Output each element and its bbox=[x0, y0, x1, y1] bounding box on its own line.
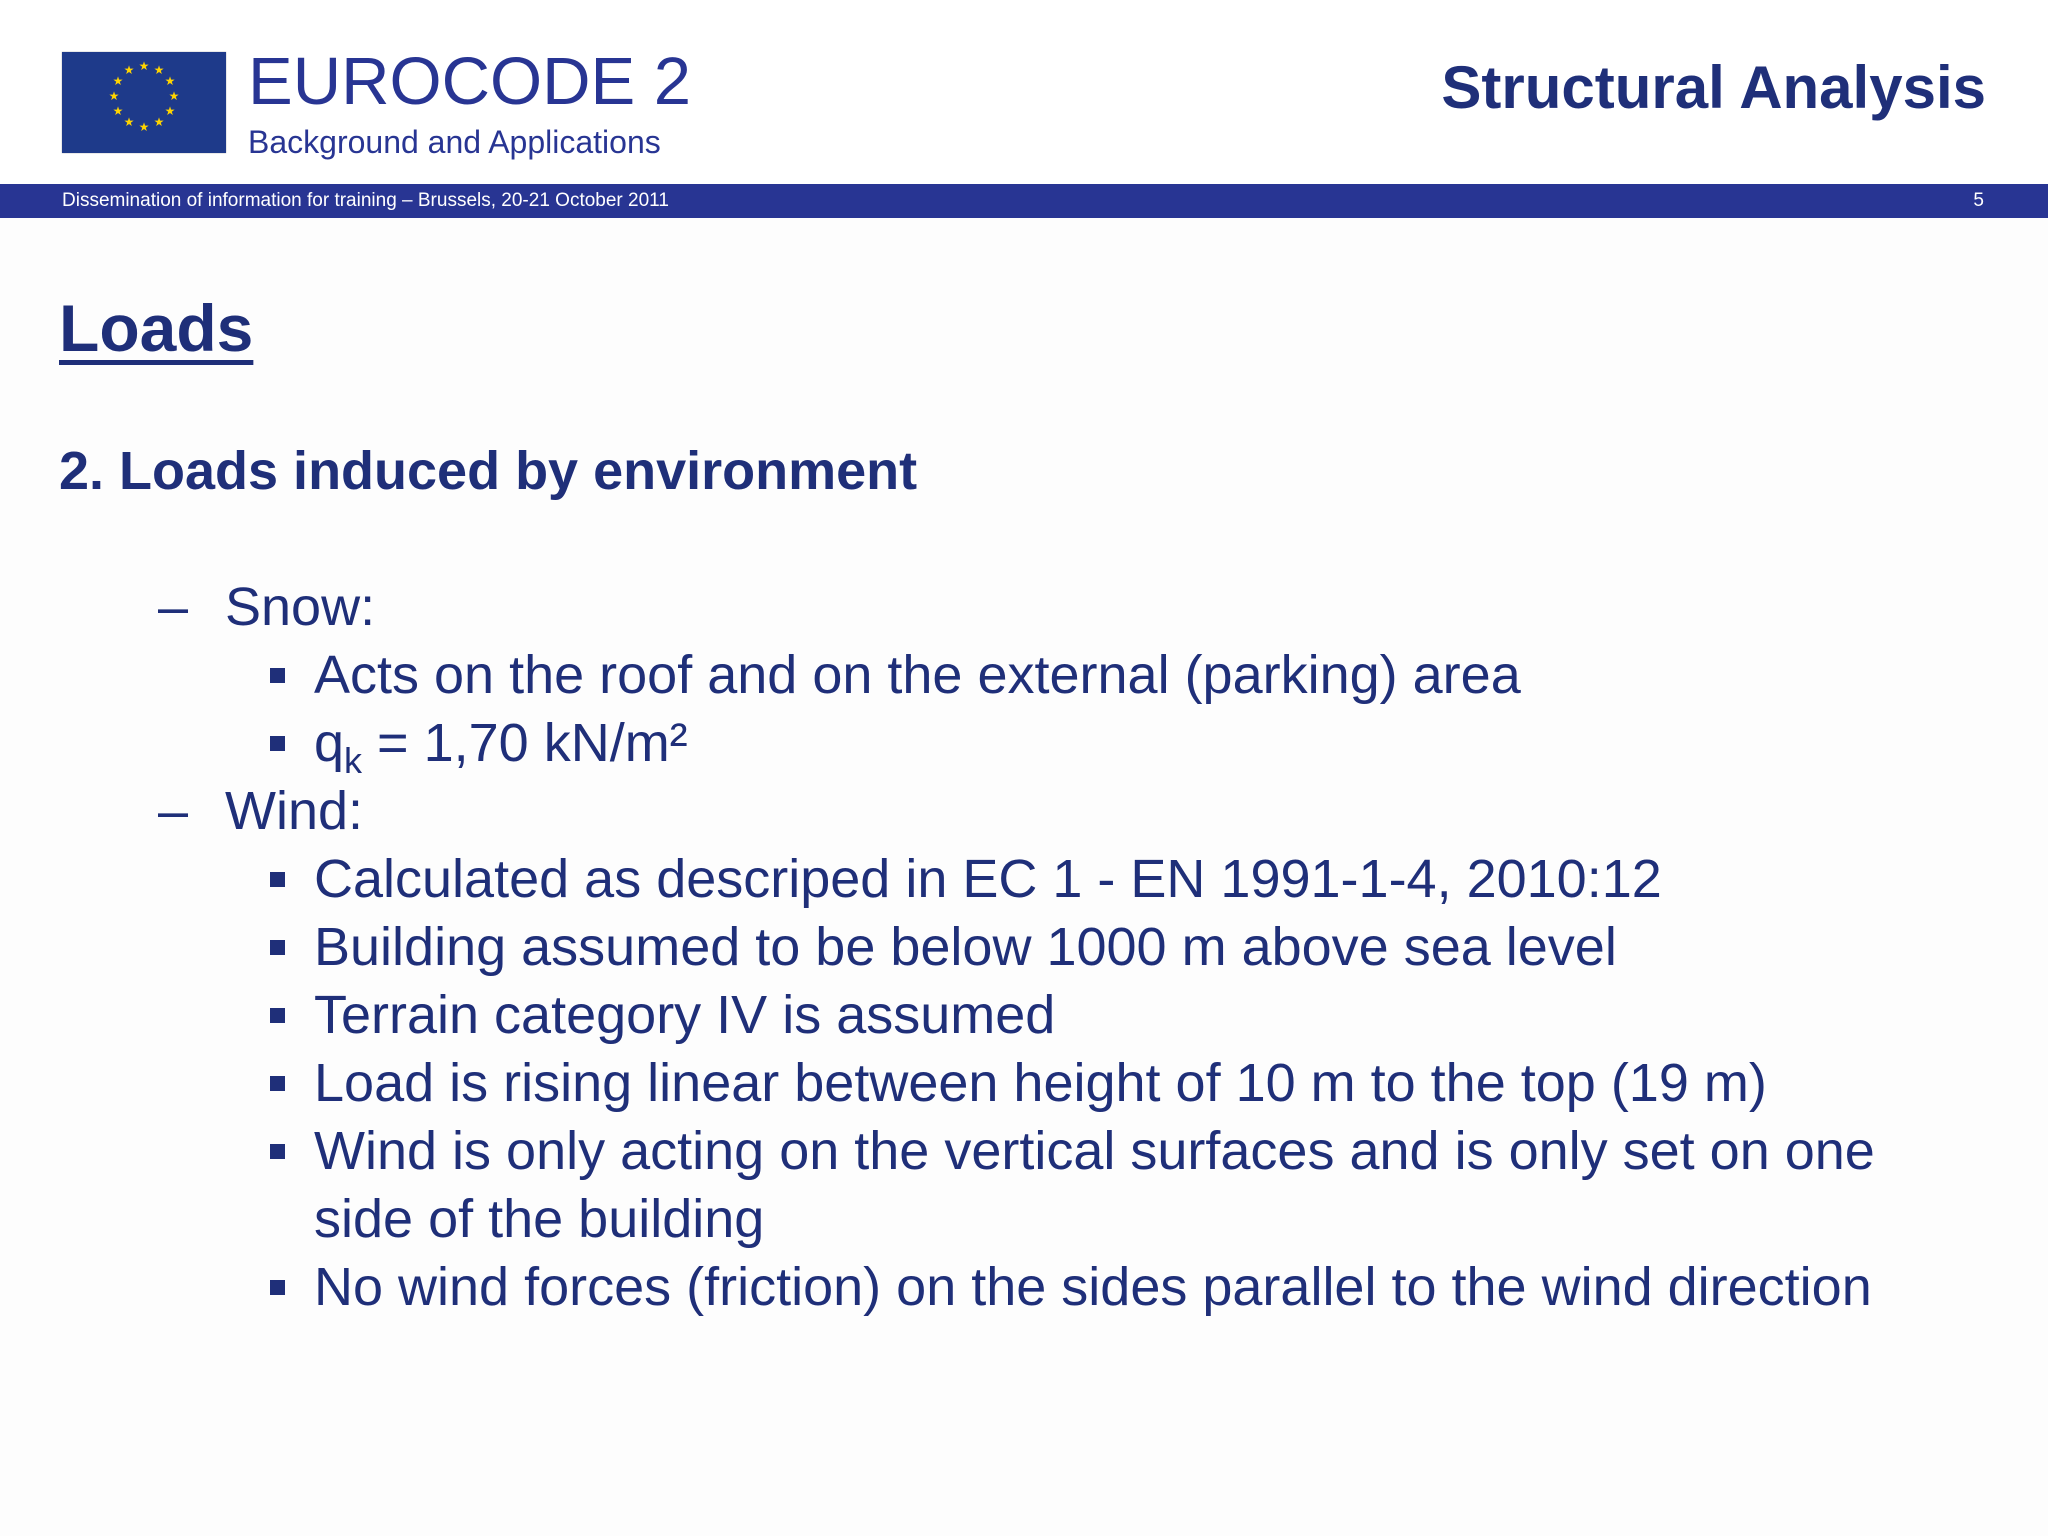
svg-text:★: ★ bbox=[138, 120, 150, 134]
formula-subscript: k bbox=[344, 740, 363, 781]
eu-stars-icon bbox=[62, 52, 226, 153]
training-info-band bbox=[0, 184, 2048, 218]
bullet-square-icon bbox=[270, 940, 285, 955]
bullet-square-icon bbox=[270, 1008, 285, 1023]
bullet-text: Terrain category IV is assumed bbox=[314, 985, 1056, 1045]
group-label-snow: Snow: bbox=[225, 577, 376, 637]
brand-title: EUROCODE 2 bbox=[248, 44, 692, 119]
svg-text:★: ★ bbox=[108, 89, 120, 103]
snow-load-value bbox=[314, 712, 688, 781]
formula-main: q bbox=[314, 713, 345, 773]
svg-text:★: ★ bbox=[153, 115, 165, 129]
dash-marker: – bbox=[158, 781, 189, 841]
svg-text:★: ★ bbox=[164, 104, 176, 118]
svg-text:★: ★ bbox=[168, 89, 180, 103]
svg-text:★: ★ bbox=[112, 104, 124, 118]
bullet-text: Building assumed to be below 1000 m above sea level bbox=[314, 917, 1617, 977]
formula-rest: = 1,70 kN/m² bbox=[362, 713, 688, 773]
bullet-square-icon bbox=[270, 736, 285, 751]
training-info-text: Dissemination of information for training – Brussels, 20-21 October 2011 bbox=[62, 190, 669, 211]
brand-subtitle: Background and Applications bbox=[248, 124, 661, 160]
slide-heading: Loads bbox=[59, 291, 254, 365]
svg-text:★: ★ bbox=[164, 74, 176, 88]
svg-text:★: ★ bbox=[112, 74, 124, 88]
bullet-text: Wind is only acting on the vertical surfaces and is only set on one bbox=[314, 1121, 1875, 1181]
bullet-text: No wind forces (friction) on the sides parallel to the wind direction bbox=[314, 1257, 1872, 1317]
svg-text:★: ★ bbox=[123, 63, 135, 77]
group-label-wind: Wind: bbox=[225, 781, 364, 841]
dash-marker: – bbox=[158, 577, 189, 637]
bullet-square-icon bbox=[270, 1144, 285, 1159]
bullet-text-continuation: side of the building bbox=[314, 1189, 765, 1249]
svg-text:★: ★ bbox=[123, 115, 135, 129]
section-title: Structural Analysis bbox=[1441, 54, 1986, 121]
svg-text:★: ★ bbox=[138, 59, 150, 73]
bullet-square-icon bbox=[270, 1280, 285, 1295]
eu-flag-icon bbox=[62, 52, 226, 153]
bullet-text: Load is rising linear between height of 10 m to the top (19 m) bbox=[314, 1053, 1767, 1113]
bullet-text: Acts on the roof and on the external (parking) area bbox=[314, 645, 1521, 705]
slide-header bbox=[0, 0, 2048, 184]
svg-text:★: ★ bbox=[153, 63, 165, 77]
page-number: 5 bbox=[1973, 190, 1984, 211]
bullet-square-icon bbox=[270, 1076, 285, 1091]
bullet-square-icon bbox=[270, 872, 285, 887]
slide-subheading: 2. Loads induced by environment bbox=[59, 441, 918, 501]
bullet-text: Calculated as descriped in EC 1 - EN 1991-1-4, 2010:12 bbox=[314, 849, 1662, 909]
bullet-square-icon bbox=[270, 668, 285, 683]
